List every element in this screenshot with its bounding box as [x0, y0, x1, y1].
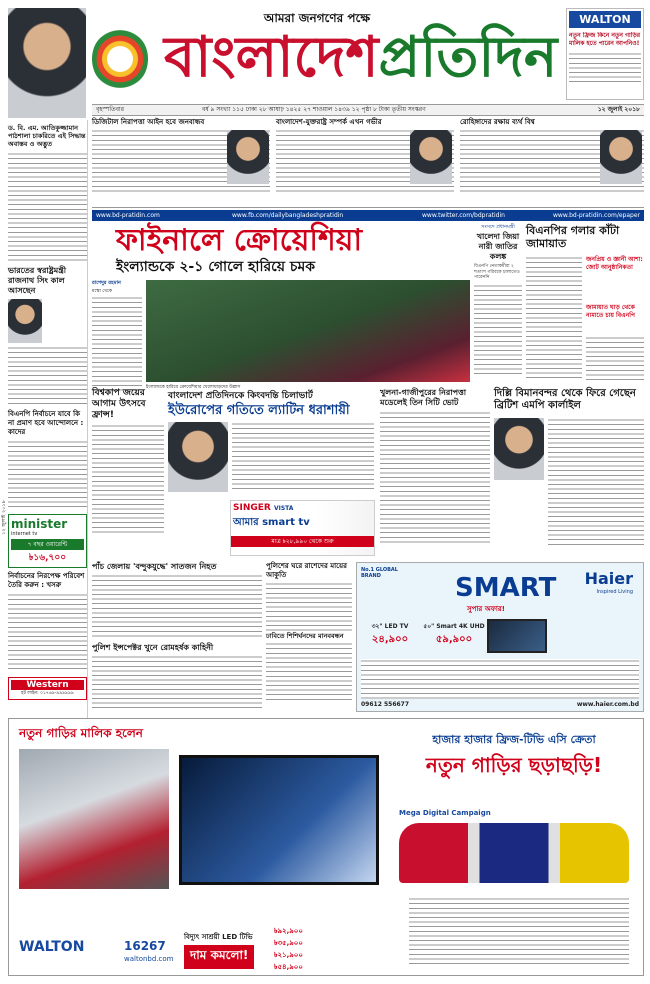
walton-bottom-logo: WALTON — [19, 939, 85, 955]
haier-smart-sub: সুপার অফার! — [467, 605, 505, 613]
lead-headline: ফাইনালে ক্রোয়েশিয়া — [116, 223, 363, 258]
singer-line: আমার smart tv — [233, 517, 310, 528]
western-phone: হট লাইন: ০১৭৬৯-৯৯৯৯৯৯ — [21, 691, 74, 696]
tagline: আমরা জনগণের পক্ষে — [263, 11, 371, 25]
district-story — [92, 562, 262, 712]
issue-info: বর্ষ ৯ সংখ্যা ১১৫ ঢাকা ২৮ আষাঢ় ১৪২৫ ২৭ শাওয়াল ১৪৩৯ ১২ পৃষ্ঠা ৮ টাকা তৃতীয় সংস্করণ — [202, 106, 426, 113]
walton-cars-graphic — [399, 823, 629, 883]
walton-car-headline: হাজার হাজার ফ্রিজ-টিভি এসি ক্রেতা — [432, 733, 596, 746]
lead-subhead: ইংল্যান্ডকে ২-১ গোলে হারিয়ে চমক — [116, 259, 316, 275]
khaleda-kicker: সংসদে প্রধানমন্ত্রী — [481, 224, 515, 230]
top-strip — [92, 118, 644, 208]
walton-led-text: বিদ্যুৎ সাশ্রয়ী LED টিভি — [184, 933, 253, 941]
khaleda-sub: বিএনপি নেতাকর্মীরা ২ শতাংশ গরিবকে চালাতেও পারেননি — [474, 264, 520, 280]
police-story — [266, 562, 352, 712]
haier-web: www.haier.com.bd — [576, 701, 639, 708]
teacher-headline: ঢাবিতে শিশির্ঘনদের মানববন্ধন — [266, 632, 344, 640]
bnp-jamaat-story — [526, 224, 644, 384]
masthead-left-photo — [8, 8, 86, 118]
bnp-side-red: জনপ্রিয় ও জ্ঞানী আশা: জোট আনুষ্ঠানিকতা — [586, 256, 643, 271]
world-cup-headline: বিশ্বকাপ জয়ের আগাম উৎসবে ফ্রান্স! — [92, 388, 146, 420]
carlile-story — [494, 388, 644, 558]
singer-brand: SINGER VISTA — [233, 503, 294, 513]
web-bar — [92, 210, 644, 221]
lead-byline-box — [92, 280, 142, 295]
western-ad[interactable] — [8, 677, 87, 700]
day-label: বৃহস্পতিবার — [96, 106, 124, 113]
haier-smart: SMART — [455, 573, 557, 603]
walton-prices — [274, 925, 384, 973]
haier-phone: 09612 556677 — [361, 701, 410, 708]
khulna-headline: খুলনা-গাজীপুরের নিরাপত্তা মডেলেই তিন সিটি ভোট — [380, 388, 467, 407]
paper-title-part1: বাংলাদেশ — [164, 25, 379, 90]
lead-dateline: মস্কো থেকে — [92, 289, 112, 294]
bnp-side-red-2: জামায়াত ঘাড় থেকে নামাতে চায় বিএনপি — [586, 304, 635, 319]
minister-warranty: ৭ বছর ওয়ারেন্টি — [11, 539, 84, 550]
site-link[interactable]: www.bd-pratidin.com — [96, 212, 160, 219]
walton-web: waltonbd.com — [124, 955, 174, 963]
carlile-photo — [494, 418, 544, 480]
paper-title — [164, 26, 564, 90]
police-headline: পুলিশের ঘরে রাশেদের মায়ের আকুতি — [266, 562, 347, 579]
singer-price: মাত্র ৳২৮,৯৯০ থেকে শুরু — [231, 536, 374, 547]
sidebar-date: ১২ জুলাই ২০১৮ — [1, 500, 7, 535]
walton-car-big: নতুন গাড়ির ছড়াছড়ি! — [425, 753, 603, 777]
walton-car-kicker: নতুন গাড়ির মালিক হলেন — [19, 726, 143, 740]
chilavert-headline: ইউরোপের গতিতে ল্যাটিন ধরাশায়ী — [168, 403, 350, 418]
date-label: ১২ জুলাই ২০১৮ — [597, 106, 640, 113]
left-sidebar — [0, 500, 8, 640]
bnp-jamaat-headline: বিএনপির গলার কাঁটা জামায়াত — [526, 224, 620, 250]
top-story-3: রোহিঙ্গাদের রক্ষায় ব্যর্থ বিশ্ব — [460, 118, 644, 193]
facebook-link[interactable]: www.fb.com/dailybangladeshpratidin — [232, 212, 344, 219]
walton-price-2: ৳৩৫,৯০০ — [274, 939, 303, 947]
date-bar — [92, 104, 644, 116]
twitter-link[interactable]: www.twitter.com/bdpratidin — [422, 212, 505, 219]
left-top-headline: ড. বি. এম. আতিকুজ্জামান পাঠশালা চাকরিতে এই সিদ্ধান্ত অবাস্তব ও অদ্ভুত — [8, 124, 86, 148]
lead-story — [92, 223, 472, 390]
minister-ad[interactable] — [8, 514, 87, 568]
chilavert-photo — [168, 422, 228, 492]
haier-offer-1: ৩২" LED TV ২৪,৯০০ — [371, 623, 409, 645]
masthead — [92, 10, 562, 100]
haier-tv-graphic — [487, 619, 547, 653]
election-headline: নির্বাচনের নিরপেক্ষ পরিবেশ তৈরি করুন : খসরু — [8, 572, 85, 589]
chilavert-kicker: বাংলাদেশ প্রতিদিনকে কিংবদন্তি চিলাভার্ট — [168, 391, 313, 401]
haier-slogan: Inspired Living — [596, 589, 633, 595]
top-story-2-photo — [410, 130, 452, 184]
bnp-election-headline: বিএনপি নির্বাচনে যাবে কি না প্রমাণ হবে আন্দোলনে : কাদের — [8, 410, 84, 436]
logo-emblem — [92, 28, 148, 90]
epaper-link[interactable]: www.bd-pratidin.com/epaper — [553, 212, 640, 219]
minister-price: ৳১৬,৭০০ — [28, 553, 67, 563]
india-headline: ভারতের স্বরাষ্ট্রমন্ত্রী রাজনাথ সিং কাল আসছেন — [8, 266, 67, 295]
minister-sub: internet tv — [11, 531, 38, 537]
singer-ad[interactable] — [230, 500, 375, 556]
lead-byline: রাশেদুর রহমান — [92, 280, 121, 286]
khaleda-headline: খালেদা জিয়া নারী জাতির কলঙ্ক — [476, 232, 520, 261]
rajnath-photo — [8, 299, 42, 343]
western-brand: Western — [11, 680, 84, 690]
walton-ear-ad[interactable] — [566, 8, 644, 100]
top-story-1: ডিজিটাল নিরাপত্তা আইন হবে জনবান্ধব — [92, 118, 270, 193]
walton-ear-text: নতুন ফ্রিজ কিনে নতুন গাড়ির মালিক হতে পারেন আপনিও! — [569, 32, 641, 47]
minister-brand: minister — [11, 517, 68, 531]
khaleda-story — [474, 224, 522, 384]
walton-price-3: ৳২১,৯০০ — [274, 951, 303, 959]
walton-price-1: ৳৯২,৯০০ — [274, 927, 303, 935]
walton-bottom-ad[interactable] — [8, 718, 644, 976]
district-headline: পাঁচ জেলায় 'বন্দুকযুদ্ধে' সাতজন নিহত — [92, 562, 217, 571]
walton-hotline: 16267 — [124, 939, 166, 953]
walton-winners-photo — [19, 749, 169, 889]
inspector-headline: পুলিশ ইন্সপেক্টর খুনে রোমহর্ষক কাহিনী — [92, 643, 214, 652]
lead-photo — [146, 280, 470, 382]
haier-global: No.1 GLOBAL BRAND — [361, 567, 398, 579]
walton-campaign: Mega Digital Campaign — [399, 809, 491, 817]
lead-caption: ইংল্যান্ডকে হারিয়ে ক্রোয়েশিয়ার খেলোয়াড়দের উল্লাস — [146, 385, 241, 390]
top-story-2: বাংলাদেশ-যুক্তরাষ্ট্র সম্পর্ক এখন গভীর — [276, 118, 454, 193]
walton-ear-brand: WALTON — [569, 11, 641, 28]
walton-led-tv — [179, 755, 379, 885]
khulna-story — [380, 388, 490, 558]
paper-title-part2: প্রতিদিন — [378, 25, 558, 90]
haier-ad[interactable] — [356, 562, 644, 712]
left-column — [8, 120, 88, 810]
haier-brand: Haier — [584, 569, 633, 588]
haier-offer-2: ৫০" Smart 4K UHD ৫৯,৯০০ — [423, 623, 485, 645]
world-cup-story — [92, 388, 164, 538]
walton-price-cut: দাম কমলো! — [184, 945, 254, 969]
top-story-3-photo — [600, 130, 642, 184]
carlile-headline: দিল্লি বিমানবন্দর থেকে ফিরে গেছেন ব্রিটিশ এমপি কার্লাইল — [494, 388, 636, 411]
top-story-1-photo — [227, 130, 269, 184]
walton-price-4: ৳৫৪,৯০০ — [274, 963, 303, 971]
